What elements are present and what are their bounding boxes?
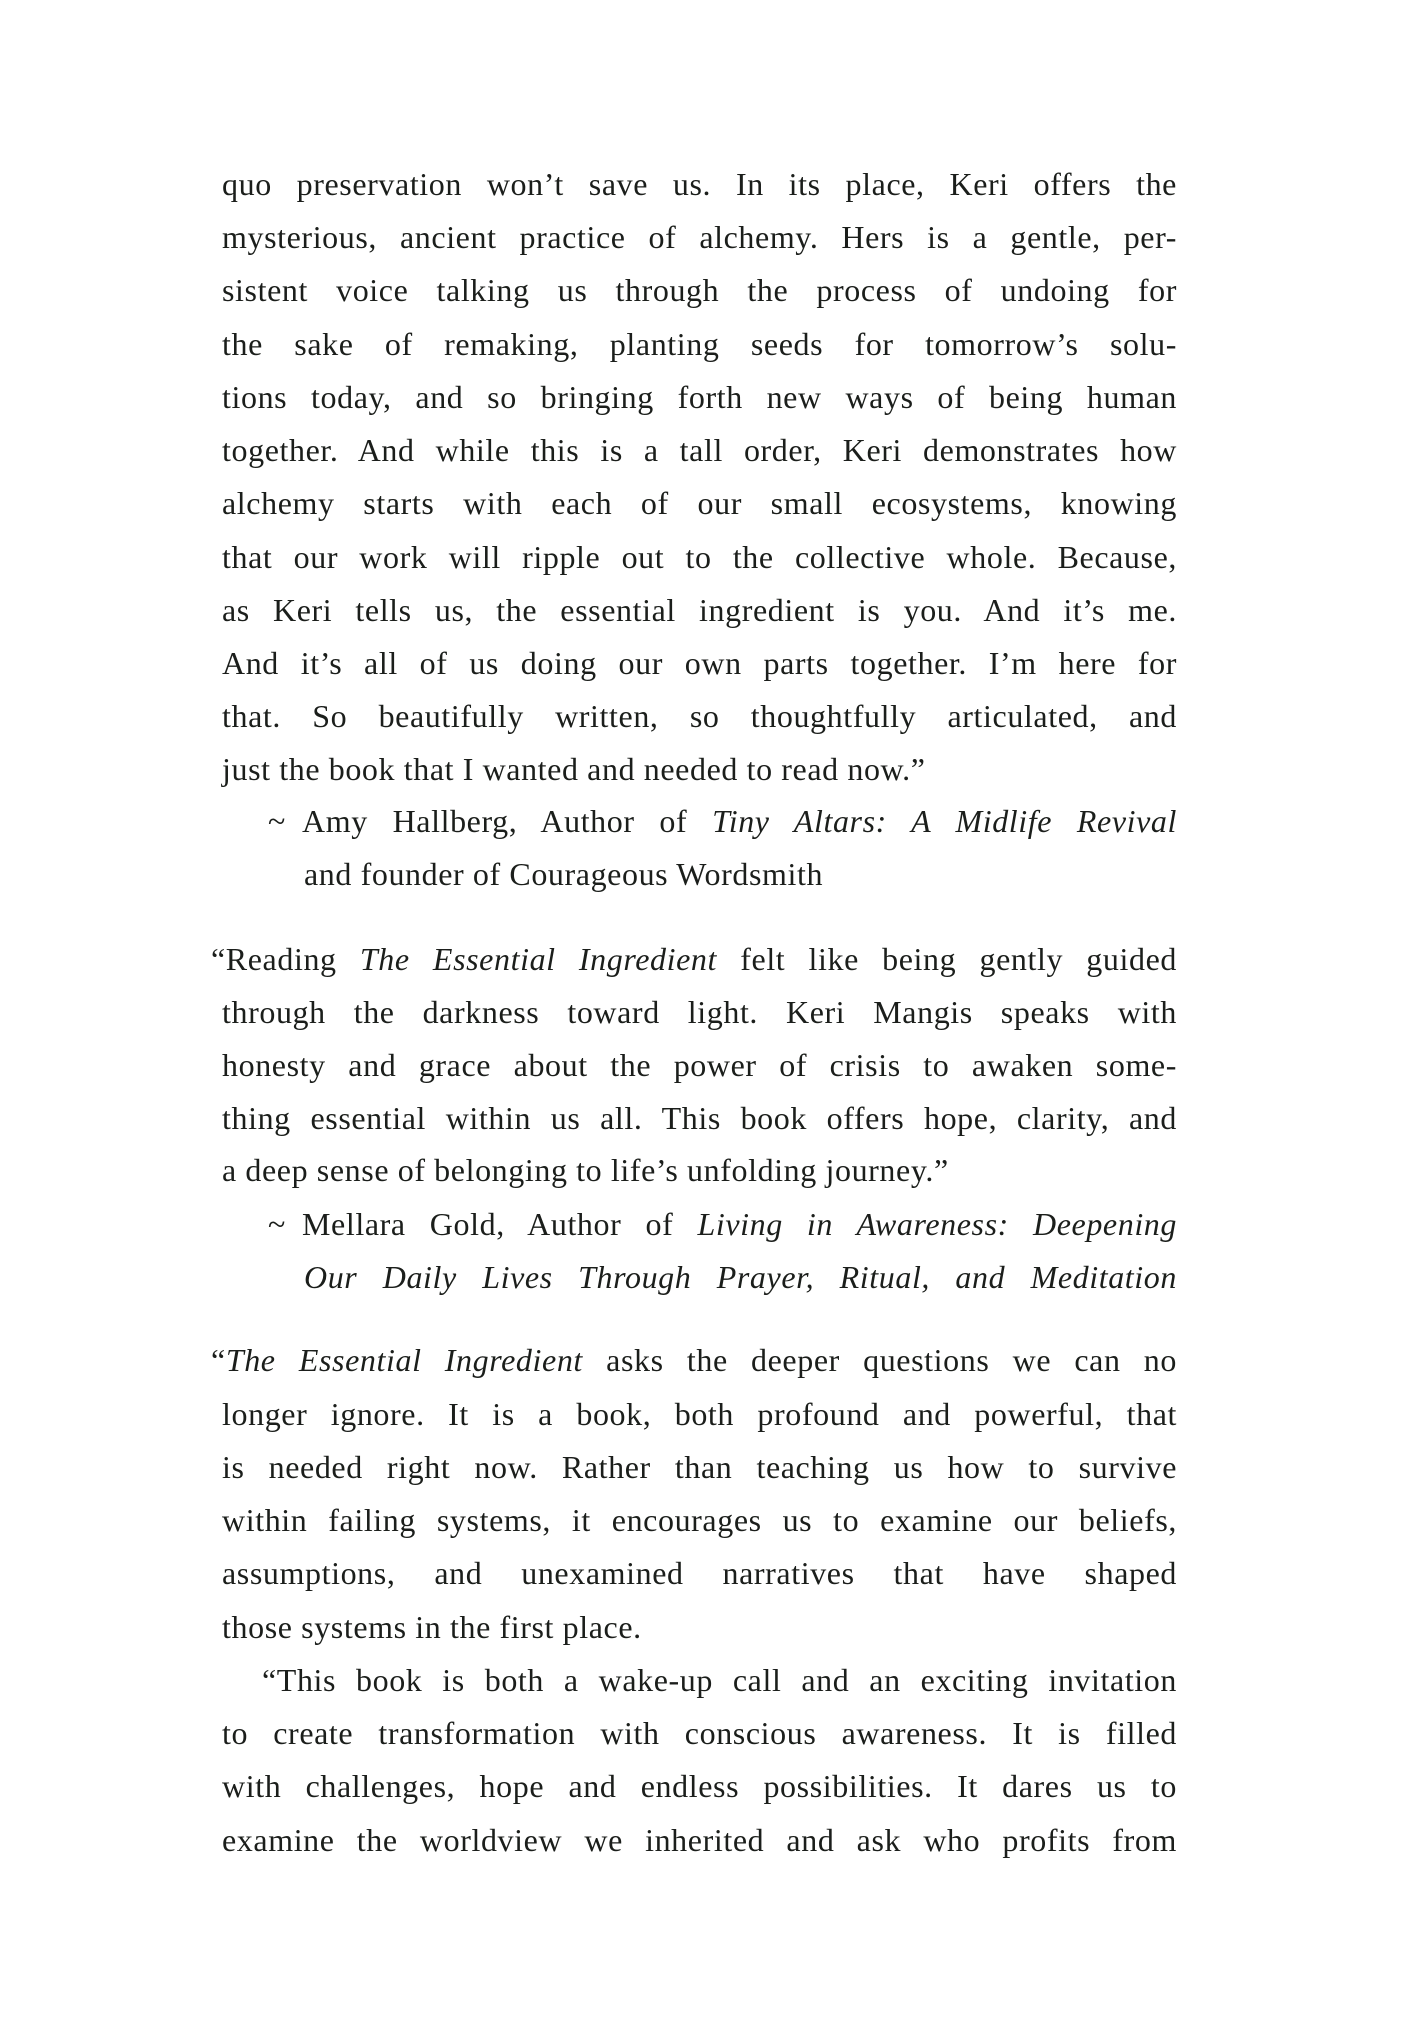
text-line: to create transformation with conscious awareness. It is filled [222, 1715, 1177, 1751]
book-title: Tiny Altars: A Midlife Revival [712, 803, 1178, 839]
text-span: asks the deeper questions we can no [582, 1342, 1177, 1378]
text-line: “This book is both a wake-up call and an exciting invitation [262, 1662, 1177, 1698]
text-line: assumptions, and unexamined narratives that have shaped [222, 1555, 1177, 1591]
quote-open: “ [211, 1342, 226, 1378]
tilde-glyph: ~ [268, 1206, 286, 1242]
text-line: tions today, and so bringing forth new ways of being human [222, 379, 1177, 415]
text-span: felt like being gently guided [717, 941, 1178, 977]
text-line [211, 933, 1177, 986]
text-line: sistent voice talking us through the process of undoing for [222, 272, 1177, 308]
quote-open: “Reading [211, 941, 360, 977]
text-line: honesty and grace about the power of crisis to awaken some- [222, 1047, 1177, 1083]
text-line: alchemy starts with each of our small ecosystems, knowing [222, 485, 1177, 521]
attribution-line [304, 1251, 1177, 1304]
text-line: And it’s all of us doing our own parts together. I’m here for [222, 645, 1177, 681]
book-title: The Essential Ingredient [359, 941, 718, 977]
text-line: examine the worldview we inherited and ask who profits from [222, 1822, 1177, 1858]
attribution-name: Mellara Gold, Author of [302, 1206, 698, 1242]
text-line: within failing systems, it encourages us to examine our beliefs, [222, 1502, 1177, 1538]
text-line: longer ignore. It is a book, both profound and powerful, that [222, 1396, 1177, 1432]
text-line: thing essential within us all. This book offers hope, clarity, and [222, 1100, 1177, 1136]
text-line: just the book that I wanted and needed to read now.” [222, 751, 926, 787]
text-line: is needed right now. Rather than teaching us how to survive [222, 1449, 1177, 1485]
tilde-glyph: ~ [268, 803, 286, 839]
attribution-line [268, 795, 1177, 848]
text-line: mysterious, ancient practice of alchemy. Hers is a gentle, per- [222, 219, 1177, 255]
text-line: that. So beautifully written, so thoughtfully articulated, and [222, 698, 1177, 734]
text-line [211, 1334, 1177, 1387]
book-title: The Essential Ingredient [225, 1342, 583, 1378]
attribution-line [268, 1198, 1177, 1251]
book-title: Living in Awareness: Deepening [697, 1206, 1178, 1242]
text-line: quo preservation won’t save us. In its place, Keri offers the [222, 166, 1177, 202]
book-title: Our Daily Lives Through Prayer, Ritual, and Meditation [304, 1259, 1177, 1295]
attribution-name: Amy Hallberg, Author of [302, 803, 713, 839]
text-line: that our work will ripple out to the collective whole. Because, [222, 539, 1177, 575]
text-line: as Keri tells us, the essential ingredient is you. And it’s me. [222, 592, 1177, 628]
text-line: those systems in the first place. [222, 1609, 642, 1645]
text-line: together. And while this is a tall order, Keri demonstrates how [222, 432, 1177, 468]
text-line: the sake of remaking, planting seeds for tomorrow’s solu- [222, 326, 1177, 362]
text-line: a deep sense of belonging to life’s unfolding journey.” [222, 1152, 949, 1188]
text-line: with challenges, hope and endless possibilities. It dares us to [222, 1768, 1177, 1804]
attribution-line: and founder of Courageous Wordsmith [304, 856, 824, 892]
text-line: through the darkness toward light. Keri Mangis speaks with [222, 994, 1177, 1030]
